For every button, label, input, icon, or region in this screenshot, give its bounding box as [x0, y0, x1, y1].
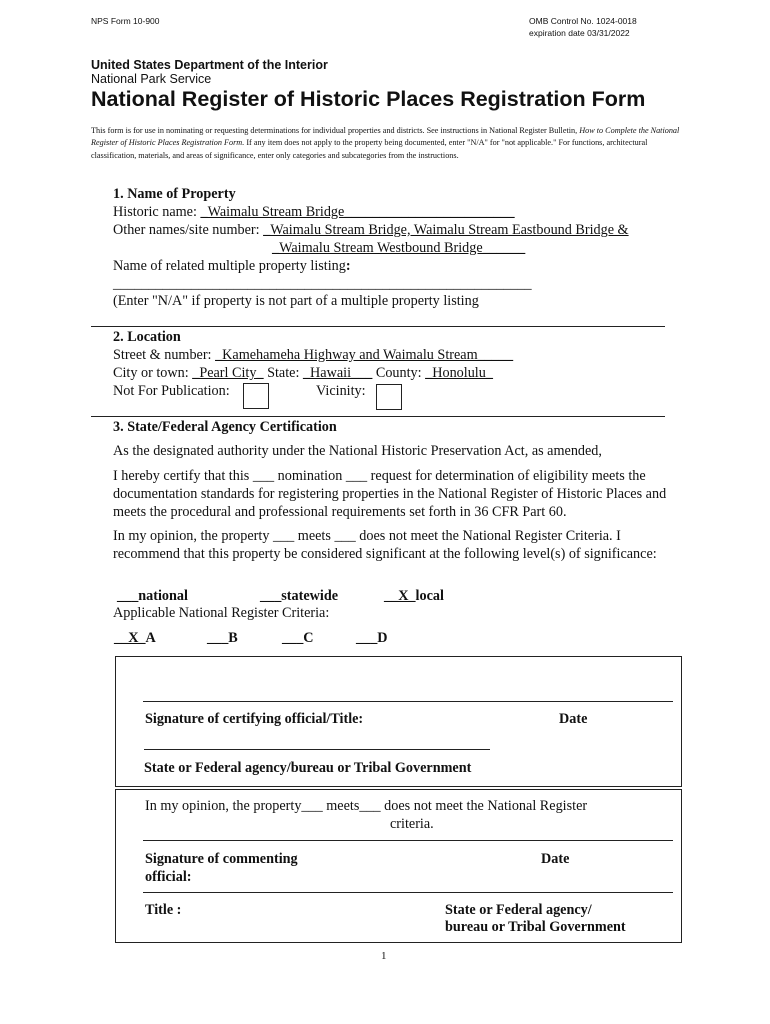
criteria-b-mark: ___ [207, 630, 229, 646]
criteria-a[interactable] [114, 630, 156, 647]
level-national-label: national [138, 588, 188, 604]
criteria-d-letter: D [377, 630, 388, 646]
commenting-signature-line[interactable] [143, 840, 673, 841]
level-statewide[interactable] [260, 588, 338, 605]
section1-heading: 1. Name of Property [113, 186, 236, 202]
certify-text: I hereby certify that this ___ nomination ___ request for determination of eligibility meets the documentation standards for registering properties in the National Register of Historic Places and meets the procedural and professional requirements set forth in 36 CFR Part 60. [113, 468, 667, 520]
vicinity-checkbox[interactable] [376, 384, 402, 410]
authority-text: As the designated authority under the National Historic Preservation Act, as amended, [113, 443, 602, 459]
street-row [113, 347, 513, 364]
commenting-date-label: Date [541, 851, 570, 867]
not-for-publication-label: Not For Publication: [113, 383, 230, 399]
county-label: County: [372, 365, 426, 381]
expiration-date: expiration date 03/31/2022 [529, 28, 630, 38]
omb-control-number: OMB Control No. 1024-0018 [529, 16, 637, 26]
section2-heading: 2. Location [113, 329, 181, 345]
form-number: NPS Form 10-900 [91, 16, 160, 26]
historic-name-value[interactable]: _Waimalu Stream Bridge________________________ [200, 204, 515, 220]
commenting-opinion-line1: In my opinion, the property___ meets___ does not meet the National Register [145, 798, 588, 814]
other-names-row [113, 222, 629, 239]
level-local[interactable] [384, 588, 444, 605]
vicinity-label: Vicinity: [316, 383, 366, 399]
historic-name-row [113, 204, 515, 221]
criteria-c[interactable] [282, 630, 314, 647]
other-names-label: Other names/site number: [113, 222, 264, 238]
intro-part1: This form is for use in nominating or requesting determinations for individual properties and districts. See instructions in National Register Bulletin, [91, 126, 580, 135]
commenting-agency-line1: State or Federal agency/ [445, 902, 592, 918]
criteria-b[interactable] [207, 630, 238, 647]
certifying-date-label: Date [559, 711, 588, 727]
intro-italic: How to Complete the National Register of Historic Places Registration Form. [91, 126, 680, 148]
criteria-d-mark: ___ [356, 630, 378, 646]
criteria-a-mark: __X_ [114, 630, 146, 646]
criteria-c-letter: C [303, 630, 314, 646]
related-listing-colon: : [345, 258, 351, 274]
related-listing-value[interactable]: ___________________________________________________________ [113, 276, 532, 292]
commenting-title-line[interactable] [143, 892, 673, 893]
city-value[interactable]: _Pearl City_ [192, 365, 264, 381]
department-name: United States Department of the Interior [91, 58, 328, 72]
street-label: Street & number: [113, 347, 216, 363]
criteria-a-letter: A [145, 630, 156, 646]
opinion-text: In my opinion, the property ___ meets ___ does not meet the National Register Criteria. I recommend that this property be considered significant at the following level(s) of significance: [113, 528, 657, 562]
level-local-label: local [415, 588, 444, 604]
level-statewide-label: statewide [281, 588, 339, 604]
city-label: City or town: [113, 365, 193, 381]
level-statewide-mark: ___ [260, 588, 282, 604]
certifying-signature-label: Signature of certifying official/Title: [145, 711, 364, 727]
county-value[interactable]: _Honolulu_ [425, 365, 493, 381]
commenting-opinion-line2: criteria. [390, 816, 434, 832]
other-names-value-line1[interactable]: _Waimalu Stream Bridge, Waimalu Stream Eastbound Bridge & [263, 222, 629, 238]
commenting-title-label: Title : [145, 902, 182, 918]
section-divider [91, 326, 665, 327]
intro-part2: If any item does not apply to the property being documented, enter "N/A" for "not applicable." For functions, architectural classification, materials, and areas of significance, enter only categories and subcategories from the instructions. [91, 138, 648, 160]
historic-name-label: Historic name: [113, 204, 201, 220]
level-national[interactable] [117, 588, 188, 605]
criteria-b-letter: B [228, 630, 238, 646]
certifying-signature-line[interactable] [143, 701, 673, 702]
certifying-agency-line[interactable] [144, 749, 490, 750]
section3-heading: 3. State/Federal Agency Certification [113, 419, 337, 435]
criteria-label: Applicable National Register Criteria: [113, 605, 330, 621]
service-name: National Park Service [91, 72, 212, 86]
not-for-publication-checkbox[interactable] [243, 383, 269, 409]
criteria-c-mark: ___ [282, 630, 304, 646]
intro-paragraph [91, 125, 691, 162]
certifying-agency-label: State or Federal agency/bureau or Tribal Government [144, 760, 472, 776]
state-label: State: [263, 365, 303, 381]
commenting-signature-label-line1: Signature of commenting [145, 851, 298, 867]
related-listing-row [113, 258, 351, 275]
commenting-agency-line2: bureau or Tribal Government [445, 919, 626, 935]
state-value[interactable]: _Hawaii___ [302, 365, 373, 381]
related-listing-label: Name of related multiple property listing [113, 258, 346, 274]
page-number: 1 [381, 950, 387, 962]
criteria-d[interactable] [356, 630, 388, 647]
page-title: National Register of Historic Places Registration Form [91, 87, 646, 111]
level-local-mark: __X_ [384, 588, 416, 604]
other-names-value-line2[interactable]: _Waimalu Stream Westbound Bridge______ [272, 240, 526, 256]
related-listing-note: (Enter "N/A" if property is not part of a multiple property listing [113, 293, 479, 309]
commenting-signature-label-line2: official: [145, 869, 192, 885]
section-divider [91, 416, 665, 417]
level-national-mark: ___ [117, 588, 139, 604]
city-state-county-row [113, 365, 493, 382]
street-value[interactable]: _Kamehameha Highway and Waimalu Stream_____ [215, 347, 514, 363]
